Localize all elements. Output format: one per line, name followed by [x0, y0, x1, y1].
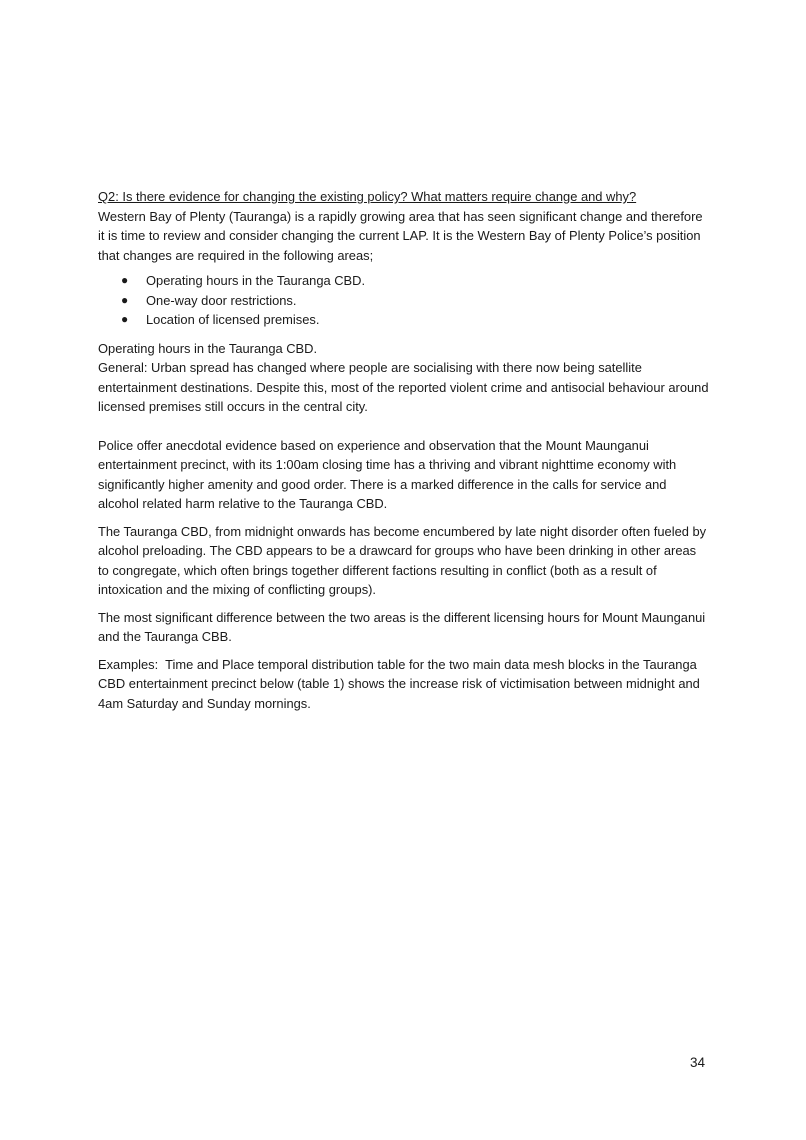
bullet-icon: ●: [121, 292, 129, 307]
general-paragraph: [98, 358, 710, 417]
areas-list: [98, 271, 710, 330]
general-label: General: [98, 360, 144, 375]
section-title: Operating hours in the Tauranga CBD.: [98, 340, 318, 356]
cbd-paragraph: The Tauranga CBD, from midnight onwards has become encumbered by late night disorder often fueled by alcohol preloading. The CBD appears to be a drawcard for groups who have been drinking in other areas to congregate, which often brings together different factions resulting in conflict (both as a result of intoxication and the mixing of conflicting groups).: [98, 523, 707, 597]
intro-paragraph: Western Bay of Plenty (Tauranga) is a rapidly growing area that has seen significant change and therefore it is time to review and consider changing the current LAP. It is the Western Bay of Plenty Police’s position that changes are required in the following areas;: [98, 208, 703, 263]
list-item: [98, 310, 710, 330]
list-item: [98, 271, 710, 291]
difference-paragraph: The most significant difference between the two areas is the different licensing hours for Mount Maunganui and the Tauranga CBB.: [98, 609, 706, 644]
examples-text: Time and Place temporal distribution table for the two main data mesh blocks in the Tauranga CBD entertainment precinct below (table 1) shows the increase risk of victimisation between midnight and 4am Saturday and Sunday mornings.: [98, 656, 704, 711]
question-heading: Q2: Is there evidence for changing the existing policy? What matters require change and why?: [98, 189, 637, 204]
document-body: [98, 187, 710, 713]
bullet-icon: ●: [121, 312, 129, 326]
bullet-icon: ●: [121, 273, 129, 287]
page-number: 34: [690, 1055, 706, 1070]
list-item-text: One-way door restrictions.: [146, 292, 297, 308]
general-text: : Urban spread has changed where people are socialising with there now being satellite entertainment destinations. Despite this, most of the reported violent crime and antisocial behaviour around licensed premises still occurs in the central city.: [98, 360, 709, 414]
examples-label: Examples:: [98, 656, 159, 672]
list-item-text: Operating hours in the Tauranga CBD.: [146, 273, 366, 288]
list-item: [98, 291, 710, 311]
examples-paragraph: [98, 655, 710, 714]
police-paragraph: Police offer anecdotal evidence based on experience and observation that the Mount Maunganui entertainment precinct, with its 1:00am closing time has a thriving and vibrant nighttime economy with significantly higher amenity and good order. There is a marked difference in the calls for service and alcohol related harm relative to the Tauranga CBD.: [98, 437, 677, 511]
list-item-text: Location of licensed premises.: [146, 312, 320, 327]
